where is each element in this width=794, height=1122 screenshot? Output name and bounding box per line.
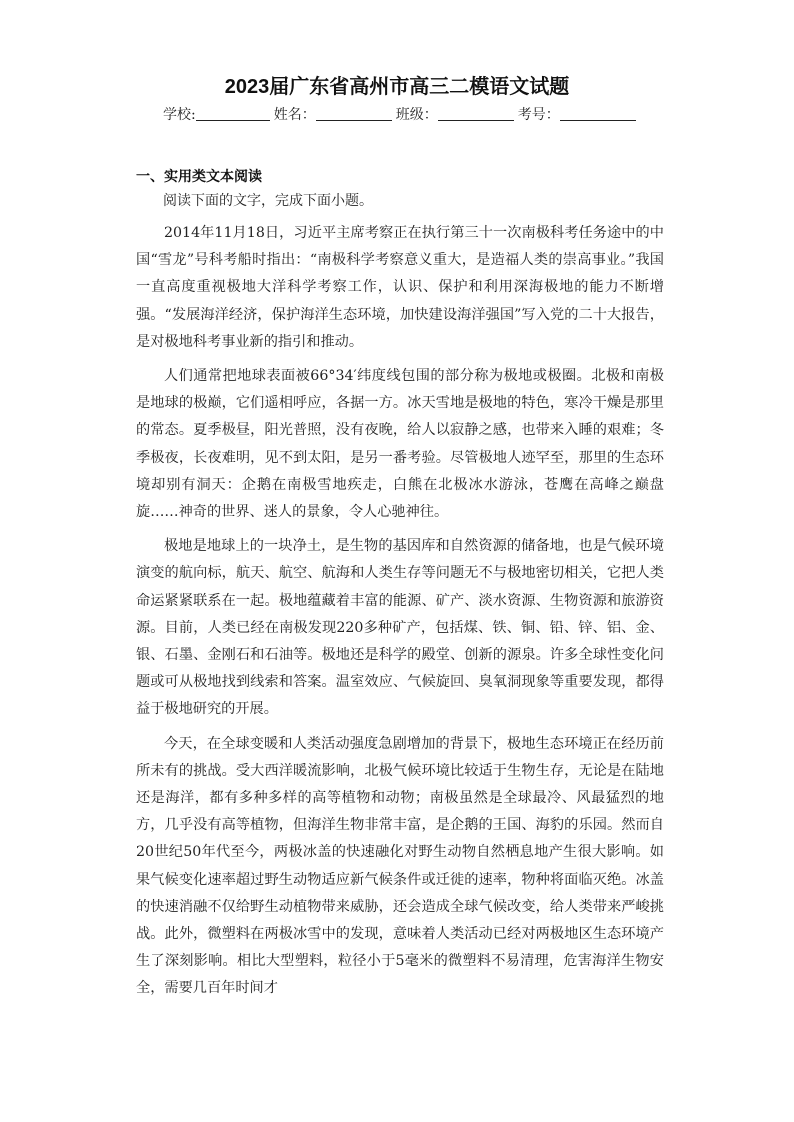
school-blank — [196, 106, 270, 121]
instruction-text: 阅读下面的文字，完成下面小题。 — [163, 193, 373, 209]
class-blank — [438, 106, 514, 121]
paragraph: 人们通常把地球表面被66°34′纬度线包围的部分称为极地或极圈。北极和南极是地球的极巅，它们遥相呼应，各据一方。冰天雪地是极地的特色，寒冷干燥是那里的常态。夏季极昼，阳光普照，没有夜晚，给人以寂静之感，也带来入睡的艰难；冬季极夜，长夜难明，见不到太阳，是另一番考验。尽管极地人迹罕至，那里的生态环境却别有洞天：企鹅在南极雪地疾走，白熊在北极冰水游泳，苍鹰在高峰之巅盘旋……神奇的世界、迷人的景象，令人心驰神往。 — [136, 368, 664, 521]
student-info-line — [163, 104, 640, 124]
exam-title: 2023届广东省高州市高三二模语文试题 — [224, 76, 570, 98]
class-label: 班级： — [395, 107, 438, 123]
paragraph: 极地是地球上的一块净土，是生物的基因库和自然资源的储备地，也是气候环境演变的航向标，航天、航空、航海和人类生存等问题无不与极地密切相关，它把人类命运紧紧联系在一起。极地蕴藏着丰富的能源、矿产、淡水资源、生物资源和旅游资源。目前，人类已经在南极发现220多种矿产，包括煤、铁、铜、铅、锌、铝、金、银、石墨、金刚石和石油等。极地还是科学的殿堂、创新的源泉。许多全球性变化问题或可从极地找到线索和答案。温室效应、气候旋回、臭氧洞现象等重要发现，都得益于极地研究的开展。 — [136, 538, 664, 718]
name-label: 姓名： — [273, 107, 316, 123]
number-label: 考号： — [517, 107, 560, 123]
section-heading: 一、实用类文本阅读 — [136, 168, 262, 184]
school-label: 学校: — [163, 107, 196, 123]
passage-body — [136, 220, 664, 1010]
number-blank — [560, 106, 636, 121]
paragraph: 2014年11月18日，习近平主席考察正在执行第三十一次南极科考任务途中的中国“雪龙”号科考船时指出：“南极科学考察意义重大，是造福人类的崇高事业。”我国一直高度重视极地大洋科学考察工作，认识、保护和利用深海极地的能力不断增强。“发展海洋经济，保护海洋生态环境，加快建设海洋强国”写入党的二十大报告，是对极地科考事业新的指引和推动。 — [136, 225, 664, 350]
name-blank — [316, 106, 392, 121]
paragraph: 今天，在全球变暖和人类活动强度急剧增加的背景下，极地生态环境正在经历前所未有的挑战。受大西洋暖流影响，北极气候环境比较适于生物生存，无论是在陆地还是海洋，都有多种多样的高等植物和动物；南极虽然是全球最冷、风最猛烈的地方，几乎没有高等植物，但海洋生物非常丰富，是企鹅的王国、海豹的乐园。然而自20世纪50年代至今，两极冰盖的快速融化对野生动物自然栖息地产生很大影响。如果气候变化速率超过野生动物适应新气候条件或迁徙的速率，物种将面临灭绝。冰盖的快速消融不仅给野生动植物带来威胁，还会造成全球气候改变，给人类带来严峻挑战。此外，微塑料在两极冰雪中的发现，意味着人类活动已经对两极地区生态环境产生了深刻影响。相比大型塑料，粒径小于5毫米的微塑料不易清理，危害海洋生物安全，需要几百年时间才 — [136, 735, 664, 997]
